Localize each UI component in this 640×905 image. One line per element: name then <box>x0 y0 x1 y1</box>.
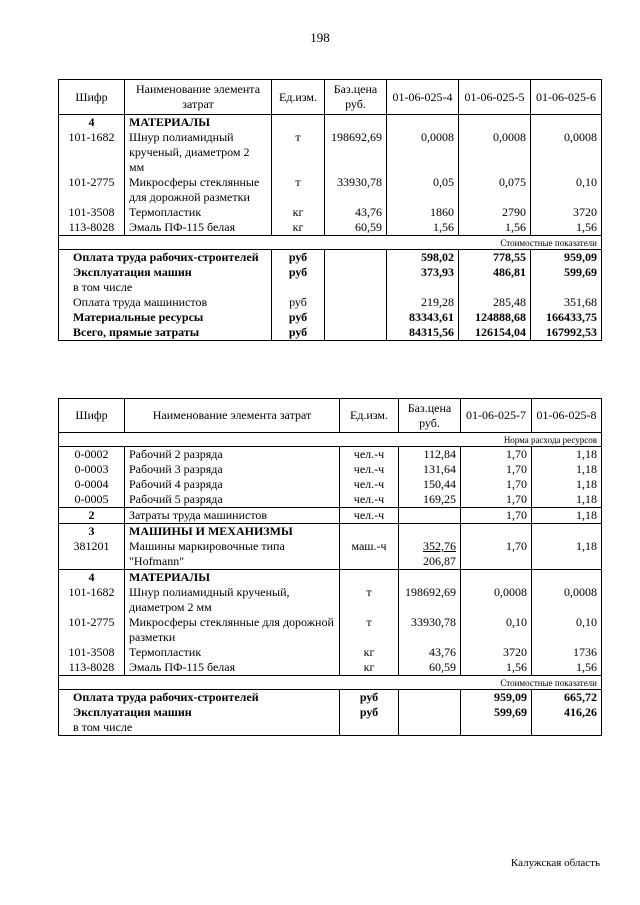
row-price: 198692,69 <box>399 585 461 615</box>
cost-unit: руб <box>272 295 325 310</box>
row-unit: чел.-ч <box>340 462 399 477</box>
cost-value: 166433,75 <box>531 310 602 325</box>
header-code: Шифр <box>59 399 125 433</box>
cost-name: Оплата труда рабочих-строителей <box>59 250 272 266</box>
row-value: 1,18 <box>532 492 602 508</box>
header-unit: Ед.изм. <box>340 399 399 433</box>
row-price-secondary: 206,87 <box>423 554 456 568</box>
row-unit: кг <box>272 220 325 236</box>
row-value: 1,70 <box>461 462 532 477</box>
row-unit: т <box>340 585 399 615</box>
row-code: 0-0004 <box>59 477 125 492</box>
cost-row <box>59 295 602 310</box>
cost-row <box>59 310 602 325</box>
row-code: 101-3508 <box>59 645 125 660</box>
row-value: 3720 <box>461 645 532 660</box>
row-name: Рабочий 5 разряда <box>125 492 340 508</box>
page-number: 198 <box>310 30 330 45</box>
row-value: 0,0008 <box>387 130 459 175</box>
row-name: Эмаль ПФ-115 белая <box>125 660 340 676</box>
row-name: Термопластик <box>125 645 340 660</box>
row-value: 1,70 <box>461 447 532 463</box>
cost-value: 126154,04 <box>459 325 531 341</box>
row-price: 60,59 <box>399 660 461 676</box>
table-row <box>59 447 602 463</box>
row-unit: чел.-ч <box>340 508 399 524</box>
row-price: 131,64 <box>399 462 461 477</box>
row-value: 1,18 <box>532 508 602 524</box>
row-name: Затраты труда машинистов <box>125 508 340 524</box>
cost-value: 959,09 <box>461 690 532 706</box>
row-code: 2 <box>59 508 125 524</box>
row-value: 1,18 <box>532 477 602 492</box>
cost-value: 167992,53 <box>531 325 602 341</box>
header-col-4: 01-06-025-4 <box>387 80 459 115</box>
cost-value: 416,26 <box>532 705 602 736</box>
section-code: 4 <box>59 115 125 131</box>
section-code: 4 <box>59 570 125 586</box>
row-value: 1,56 <box>532 660 602 676</box>
cost-row <box>59 705 602 736</box>
table-row <box>59 615 602 645</box>
row-unit: чел.-ч <box>340 492 399 508</box>
header-code: Шифр <box>59 80 125 115</box>
header-col-6: 01-06-025-6 <box>531 80 602 115</box>
row-unit: чел.-ч <box>340 447 399 463</box>
cost-unit: руб <box>272 310 325 325</box>
row-code: 101-3508 <box>59 205 125 220</box>
region-footer: Калужская область <box>510 857 600 869</box>
header-name: Наименование элемента затрат <box>125 80 272 115</box>
row-price: 43,76 <box>399 645 461 660</box>
row-unit: кг <box>340 645 399 660</box>
row-unit: чел.-ч <box>340 477 399 492</box>
header-col-8: 01-06-025-8 <box>532 399 602 433</box>
cost-value: 598,02 <box>387 250 459 266</box>
row-value: 0,10 <box>531 175 602 205</box>
machinist-labor-row <box>59 508 602 524</box>
row-value: 0,0008 <box>459 130 531 175</box>
row-unit: т <box>272 130 325 175</box>
row-value: 1,70 <box>461 492 532 508</box>
section-header-machines <box>59 524 602 540</box>
row-name: Машины маркировочные типа "Hofmann" <box>125 539 340 570</box>
row-value: 0,0008 <box>461 585 532 615</box>
cost-value: 778,55 <box>459 250 531 266</box>
row-value: 1,18 <box>532 447 602 463</box>
cost-value: 373,93 <box>387 265 459 295</box>
resource-norm-note: Норма расхода ресурсов <box>59 433 602 447</box>
row-value: 0,075 <box>459 175 531 205</box>
row-value: 0,10 <box>532 615 602 645</box>
cost-name: Материальные ресурсы <box>59 310 272 325</box>
row-value: 0,0008 <box>531 130 602 175</box>
header-col-7: 01-06-025-7 <box>461 399 532 433</box>
cost-unit: руб <box>272 250 325 266</box>
row-value: 0,05 <box>387 175 459 205</box>
header-unit: Ед.изм. <box>272 80 325 115</box>
header-col-5: 01-06-025-5 <box>459 80 531 115</box>
cost-unit: руб <box>340 690 399 706</box>
section-title: МАШИНЫ И МЕХАНИЗМЫ <box>125 524 340 540</box>
cost-name: Всего, прямые затраты <box>59 325 272 341</box>
row-code: 101-2775 <box>59 615 125 645</box>
row-price: 60,59 <box>325 220 387 236</box>
row-price: 169,25 <box>399 492 461 508</box>
row-code: 0-0005 <box>59 492 125 508</box>
row-value: 1,56 <box>459 220 531 236</box>
row-value: 0,0008 <box>532 585 602 615</box>
row-unit: кг <box>340 660 399 676</box>
row-unit: т <box>272 175 325 205</box>
cost-row <box>59 250 602 266</box>
section-header-materials <box>59 115 602 131</box>
row-code: 101-1682 <box>59 130 125 175</box>
cost-unit: руб <box>340 705 399 736</box>
cost-indicators-note: Стоимостные показатели <box>59 676 602 690</box>
cost-name: Эксплуатация машин <box>73 705 192 719</box>
row-value: 1,56 <box>531 220 602 236</box>
cost-row <box>59 325 602 341</box>
row-name: Микросферы стеклянные для дорожной разметки <box>125 615 340 645</box>
row-value: 1,18 <box>532 462 602 477</box>
row-unit: кг <box>272 205 325 220</box>
cost-row <box>59 265 602 295</box>
row-value: 1860 <box>387 205 459 220</box>
cost-indicators-note: Стоимостные показатели <box>59 236 602 250</box>
header-price: Баз.цена руб. <box>325 80 387 115</box>
resource-table-2 <box>58 398 602 736</box>
cost-value: 665,72 <box>532 690 602 706</box>
row-name: Рабочий 4 разряда <box>125 477 340 492</box>
row-value: 1,70 <box>461 477 532 492</box>
cost-name: Оплата труда рабочих-строителей <box>59 690 340 706</box>
section-title: МАТЕРИАЛЫ <box>125 570 340 586</box>
row-code: 101-1682 <box>59 585 125 615</box>
table-row <box>59 585 602 615</box>
row-value: 0,10 <box>461 615 532 645</box>
cost-value: 219,28 <box>387 295 459 310</box>
section-header-materials <box>59 570 602 586</box>
header-price: Баз.цена руб. <box>399 399 461 433</box>
row-value: 1,56 <box>387 220 459 236</box>
row-price: 198692,69 <box>325 130 387 175</box>
row-value: 1,70 <box>461 539 532 570</box>
row-name: Рабочий 2 разряда <box>125 447 340 463</box>
row-unit: т <box>340 615 399 645</box>
row-value: 1,56 <box>461 660 532 676</box>
cost-value: 599,69 <box>461 705 532 736</box>
row-price: 352,76 <box>423 539 456 553</box>
section-title: МАТЕРИАЛЫ <box>125 115 272 131</box>
cost-value: 959,09 <box>531 250 602 266</box>
section-code: 3 <box>59 524 125 540</box>
cost-name: Эксплуатация машин <box>73 265 192 279</box>
row-code: 113-8028 <box>59 220 125 236</box>
row-name: Шнур полиамидный крученый, диаметром 2 мм <box>125 585 340 615</box>
row-value: 3720 <box>531 205 602 220</box>
cost-name-cell <box>59 265 272 295</box>
row-name: Микросферы стеклянные для дорожной разметки <box>125 175 272 205</box>
table-row <box>59 175 602 205</box>
cost-name-cell <box>59 705 340 736</box>
row-code: 0-0002 <box>59 447 125 463</box>
table-row <box>59 462 602 477</box>
row-price: 150,44 <box>399 477 461 492</box>
row-price: 33930,78 <box>399 615 461 645</box>
cost-value: 84315,56 <box>387 325 459 341</box>
cost-sub: в том числе <box>73 280 133 294</box>
row-unit: маш.-ч <box>340 539 399 570</box>
row-code: 113-8028 <box>59 660 125 676</box>
row-price: 33930,78 <box>325 175 387 205</box>
header-name: Наименование элемента затрат <box>125 399 340 433</box>
row-price: 43,76 <box>325 205 387 220</box>
cost-name: Оплата труда машинистов <box>59 295 272 310</box>
table-row <box>59 660 602 676</box>
row-name: Рабочий 3 разряда <box>125 462 340 477</box>
row-code: 381201 <box>59 539 125 570</box>
cost-unit: руб <box>272 265 325 295</box>
row-price-cell <box>399 539 461 570</box>
cost-row <box>59 690 602 706</box>
row-name: Термопластик <box>125 205 272 220</box>
cost-value: 124888,68 <box>459 310 531 325</box>
table-row <box>59 130 602 175</box>
cost-sub: в том числе <box>73 720 133 734</box>
cost-value: 285,48 <box>459 295 531 310</box>
cost-value: 83343,61 <box>387 310 459 325</box>
cost-unit: руб <box>272 325 325 341</box>
row-value: 2790 <box>459 205 531 220</box>
table-row <box>59 492 602 508</box>
row-value: 1,18 <box>532 539 602 570</box>
cost-value: 486,81 <box>459 265 531 295</box>
cost-value: 351,68 <box>531 295 602 310</box>
row-value: 1736 <box>532 645 602 660</box>
table-row <box>59 220 602 236</box>
resource-table-1 <box>58 79 602 341</box>
table-row <box>59 477 602 492</box>
table-row <box>59 645 602 660</box>
cost-value: 599,69 <box>531 265 602 295</box>
row-code: 101-2775 <box>59 175 125 205</box>
row-code: 0-0003 <box>59 462 125 477</box>
row-price: 112,84 <box>399 447 461 463</box>
row-name: Эмаль ПФ-115 белая <box>125 220 272 236</box>
row-value: 1,70 <box>461 508 532 524</box>
table-row <box>59 539 602 570</box>
table-row <box>59 205 602 220</box>
row-name: Шнур полиамидный крученый, диаметром 2 мм <box>125 130 272 175</box>
